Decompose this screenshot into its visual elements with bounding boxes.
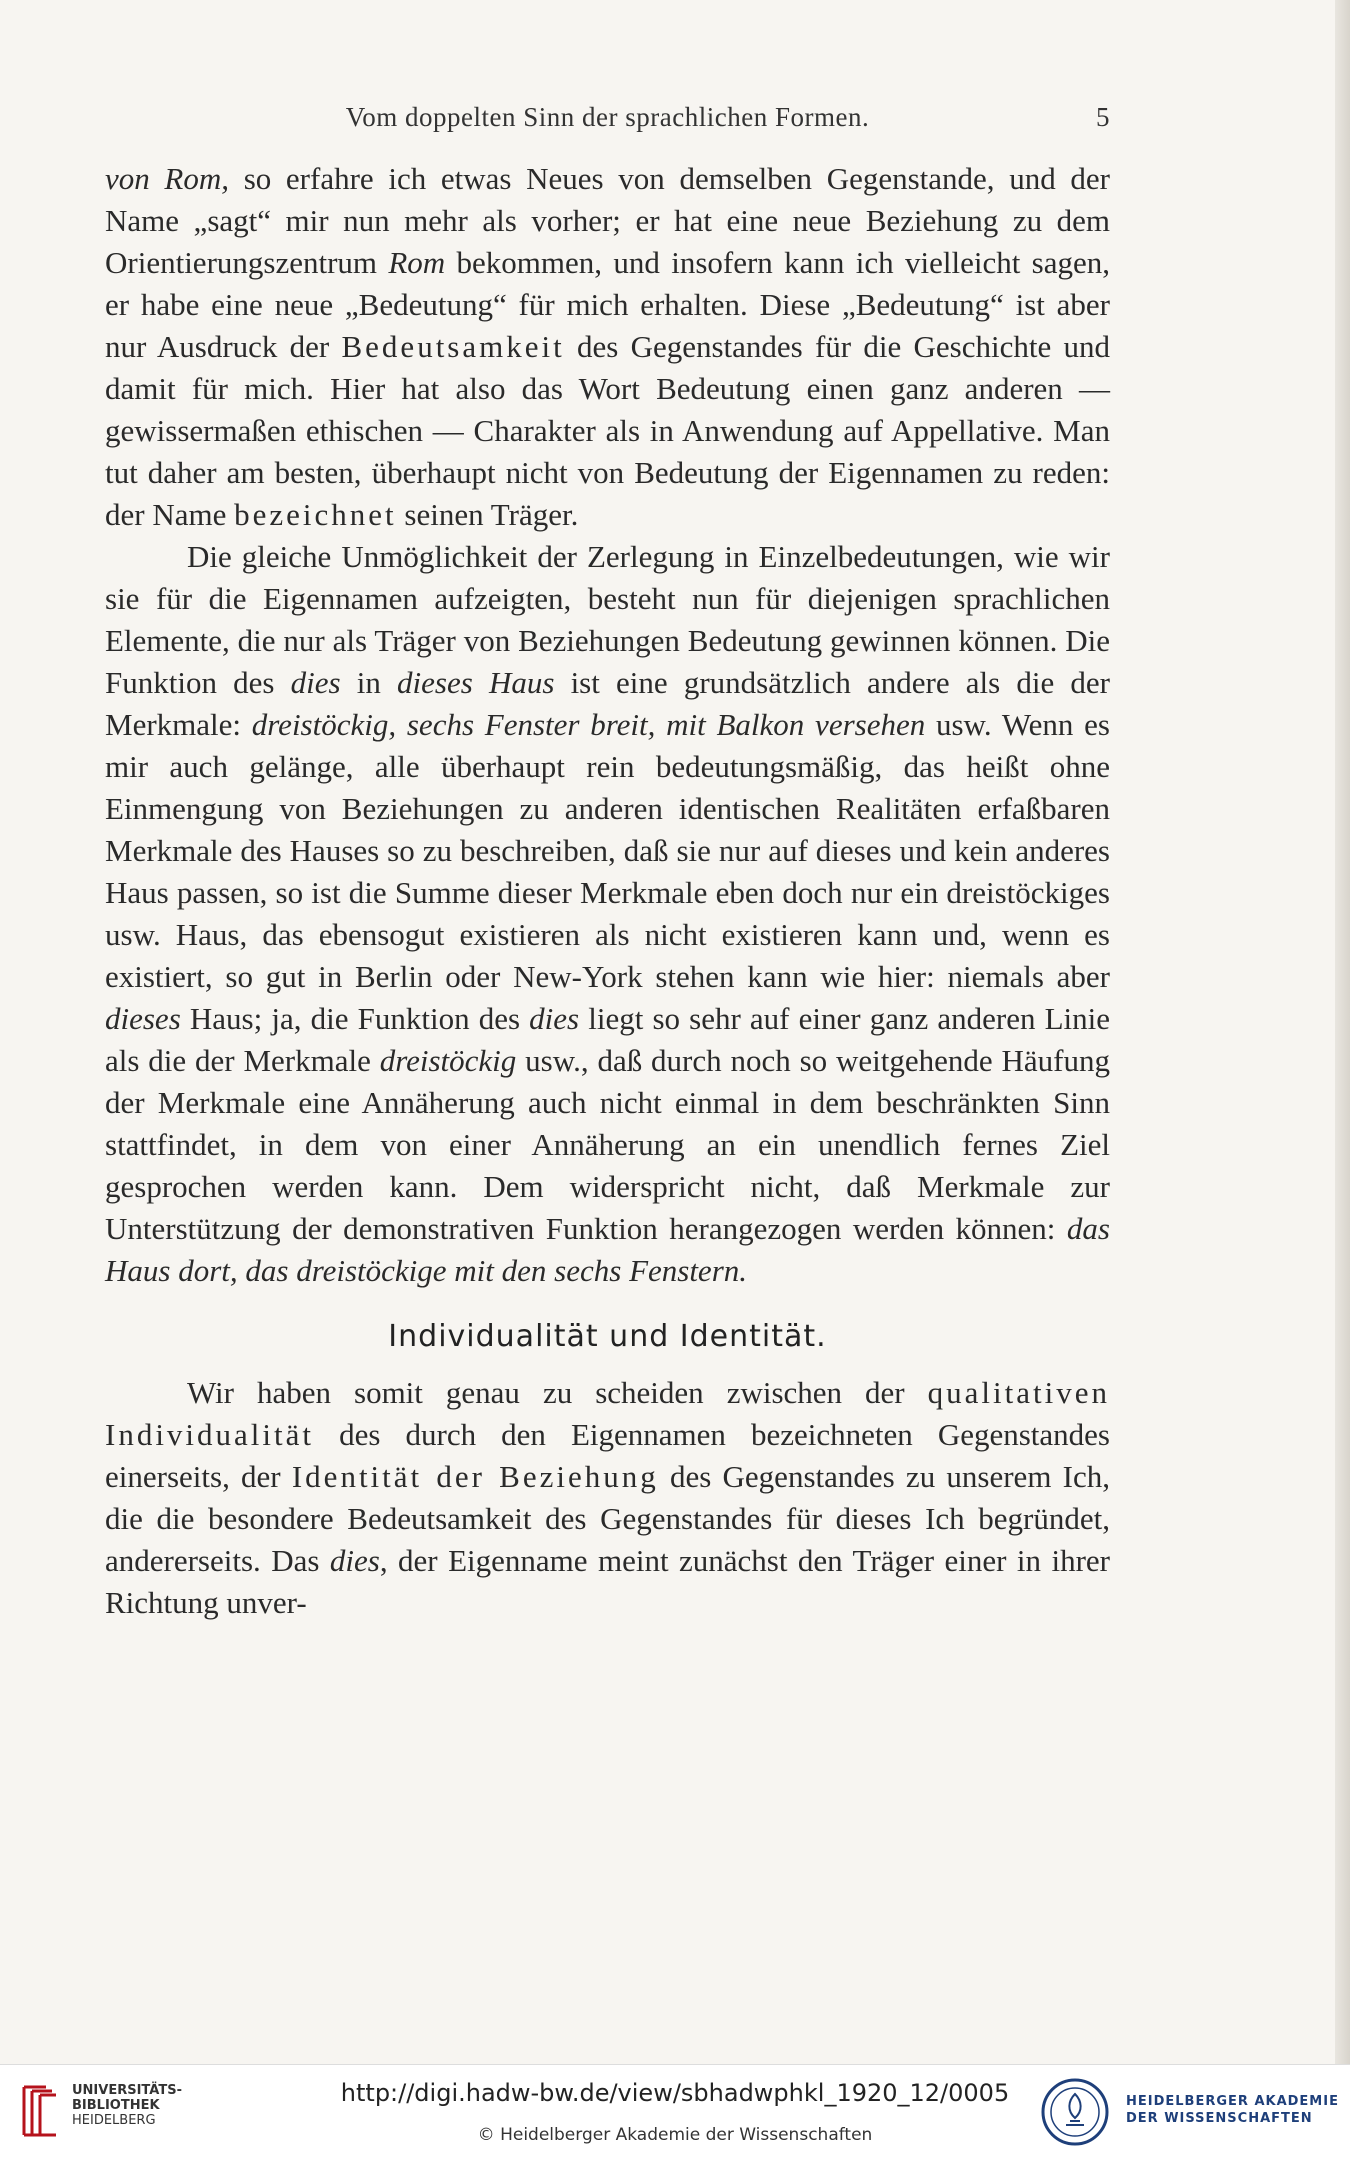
viewer-footer xyxy=(0,2064,1350,2162)
text-run: Wir haben somit genau zu scheiden zwischen der xyxy=(187,1375,928,1410)
text-run: das Haus dort, das dreistöckige mit den sechs Fenstern. xyxy=(105,1211,1110,1288)
text-run: dies xyxy=(329,1543,380,1578)
library-name-line-1: UNIVERSITÄTS- xyxy=(72,2083,182,2098)
academy-name-line-1: HEIDELBERGER AKADEMIE xyxy=(1126,2094,1339,2109)
section-heading: Individualität und Identität. xyxy=(388,1319,827,1354)
academy-name-line-2: DER WISSENSCHAFTEN xyxy=(1126,2111,1313,2126)
library-name-line-3: HEIDELBERG xyxy=(72,2113,156,2128)
text-run: dies xyxy=(290,665,341,700)
body-text xyxy=(105,158,1110,1624)
text-run: dieses xyxy=(105,1001,181,1036)
text-run: dies xyxy=(529,1001,580,1036)
text-run: Haus; ja, die Funktion des xyxy=(180,1001,530,1036)
text-run: in xyxy=(340,665,398,700)
text-run: des Gegenstandes zu unserem Ich, die die besondere Bedeutsamkeit des Gegenstandes für dieses Ich begründet, andererseits. Das xyxy=(105,1459,1110,1578)
paragraph-3 xyxy=(105,1372,1110,1624)
running-title: Vom doppelten Sinn der sprachlichen Formen. xyxy=(345,102,870,132)
text-run: Rom xyxy=(388,245,446,280)
academy-name xyxy=(1126,2093,1339,2127)
paragraph-2 xyxy=(105,536,1110,1292)
text-run: seinen Träger. xyxy=(396,497,579,532)
text-run: des durch den Eigennamen bezeichneten Gegenstandes einerseits, der xyxy=(105,1417,1110,1494)
text-run: von Rom, xyxy=(105,161,230,196)
academy-seal-icon xyxy=(1040,2077,1110,2147)
paragraph-1 xyxy=(105,158,1110,536)
text-run: dreistöckig xyxy=(379,1043,517,1078)
text-run: Bedeutsamkeit xyxy=(341,329,565,364)
text-run: Identität der Beziehung xyxy=(291,1459,659,1494)
text-run: qualitativen Individualität xyxy=(105,1375,1110,1452)
running-header xyxy=(105,102,1110,142)
text-run: usw. Wenn es mir auch gelänge, alle überhaupt rein bedeutungsmäßig, das heißt ohne Einmengung von Beziehungen zu anderen identischen Realitäten erfaßbaren Merkmale des Hauses so zu beschreiben, daß sie nur auf dieses und kein anderes Haus passen, so ist die Summe dieser Merkmale eben doch nur ein dreistöckiges usw. Haus, das ebensogut existieren als nicht existieren kann und, wenn es existiert, so gut in Berlin oder New-York stehen kann wie hier: niemals aber xyxy=(105,707,1110,994)
library-name-line-2: BIBLIOTHEK xyxy=(72,2098,160,2113)
copyright-notice: © Heidelberger Akademie der Wissenschaften xyxy=(477,2125,873,2145)
page-number: 5 xyxy=(1096,102,1110,132)
text-run: Die gleiche Unmöglichkeit der Zerlegung in Einzelbedeutungen, wie wir sie für die Eigennamen aufzeigten, besteht nun für diejenigen sprachlichen Elemente, die nur als Träger von Beziehungen Bedeutung gewinnen können. Die Funktion des xyxy=(105,539,1110,700)
page-edge xyxy=(1335,0,1350,2064)
text-run: bekommen, und insofern kann ich vielleicht sagen, er habe eine neue „Bedeutung“ für mich erhalten. Diese „Bedeutung“ ist aber nur Ausdruck der xyxy=(105,245,1110,364)
text-run: dieses Haus xyxy=(397,665,555,700)
text-run: usw., daß durch noch so weitgehende Häufung der Merkmale eine Annäherung auch nicht einmal in dem beschränkten Sinn stattfindet, in dem von einer Annäherung an ein unendlich fernes Ziel gesprochen werden kann. Dem widerspricht nicht, daß Merkmale zur Unterstützung der demonstrativen Funktion herangezogen werden können: xyxy=(105,1043,1110,1246)
text-run: des Gegenstandes für die Geschichte und damit für mich. Hier hat also das Wort Bedeutung einen ganz anderen — gewissermaßen ethischen — Charakter als in Anwendung auf Appellative. Man tut daher am besten, überhaupt nicht von Bedeutung der Eigennamen zu reden: der Name xyxy=(105,329,1110,532)
text-run: dreistöckig, sechs Fenster breit, mit Balkon versehen xyxy=(251,707,926,742)
permalink-url[interactable]: http://digi.hadw-bw.de/view/sbhadwphkl_1920_12/0005 xyxy=(340,2079,1010,2107)
text-run: liegt so sehr auf einer ganz anderen Linie als die der Merkmale xyxy=(105,1001,1111,1078)
text-run: , der Eigenname meint zunächst den Träger einer in ihrer Richtung unver- xyxy=(105,1543,1111,1620)
text-run: ist eine grundsätzlich andere als die der Merkmale: xyxy=(105,665,1110,742)
text-run: so erfahre ich etwas Neues von demselben Gegenstande, und der Name „sagt“ mir nun mehr als vorher; er hat eine neue Beziehung zu dem Orientierungszentrum xyxy=(105,161,1110,280)
text-run: bezeichnet xyxy=(234,497,397,532)
